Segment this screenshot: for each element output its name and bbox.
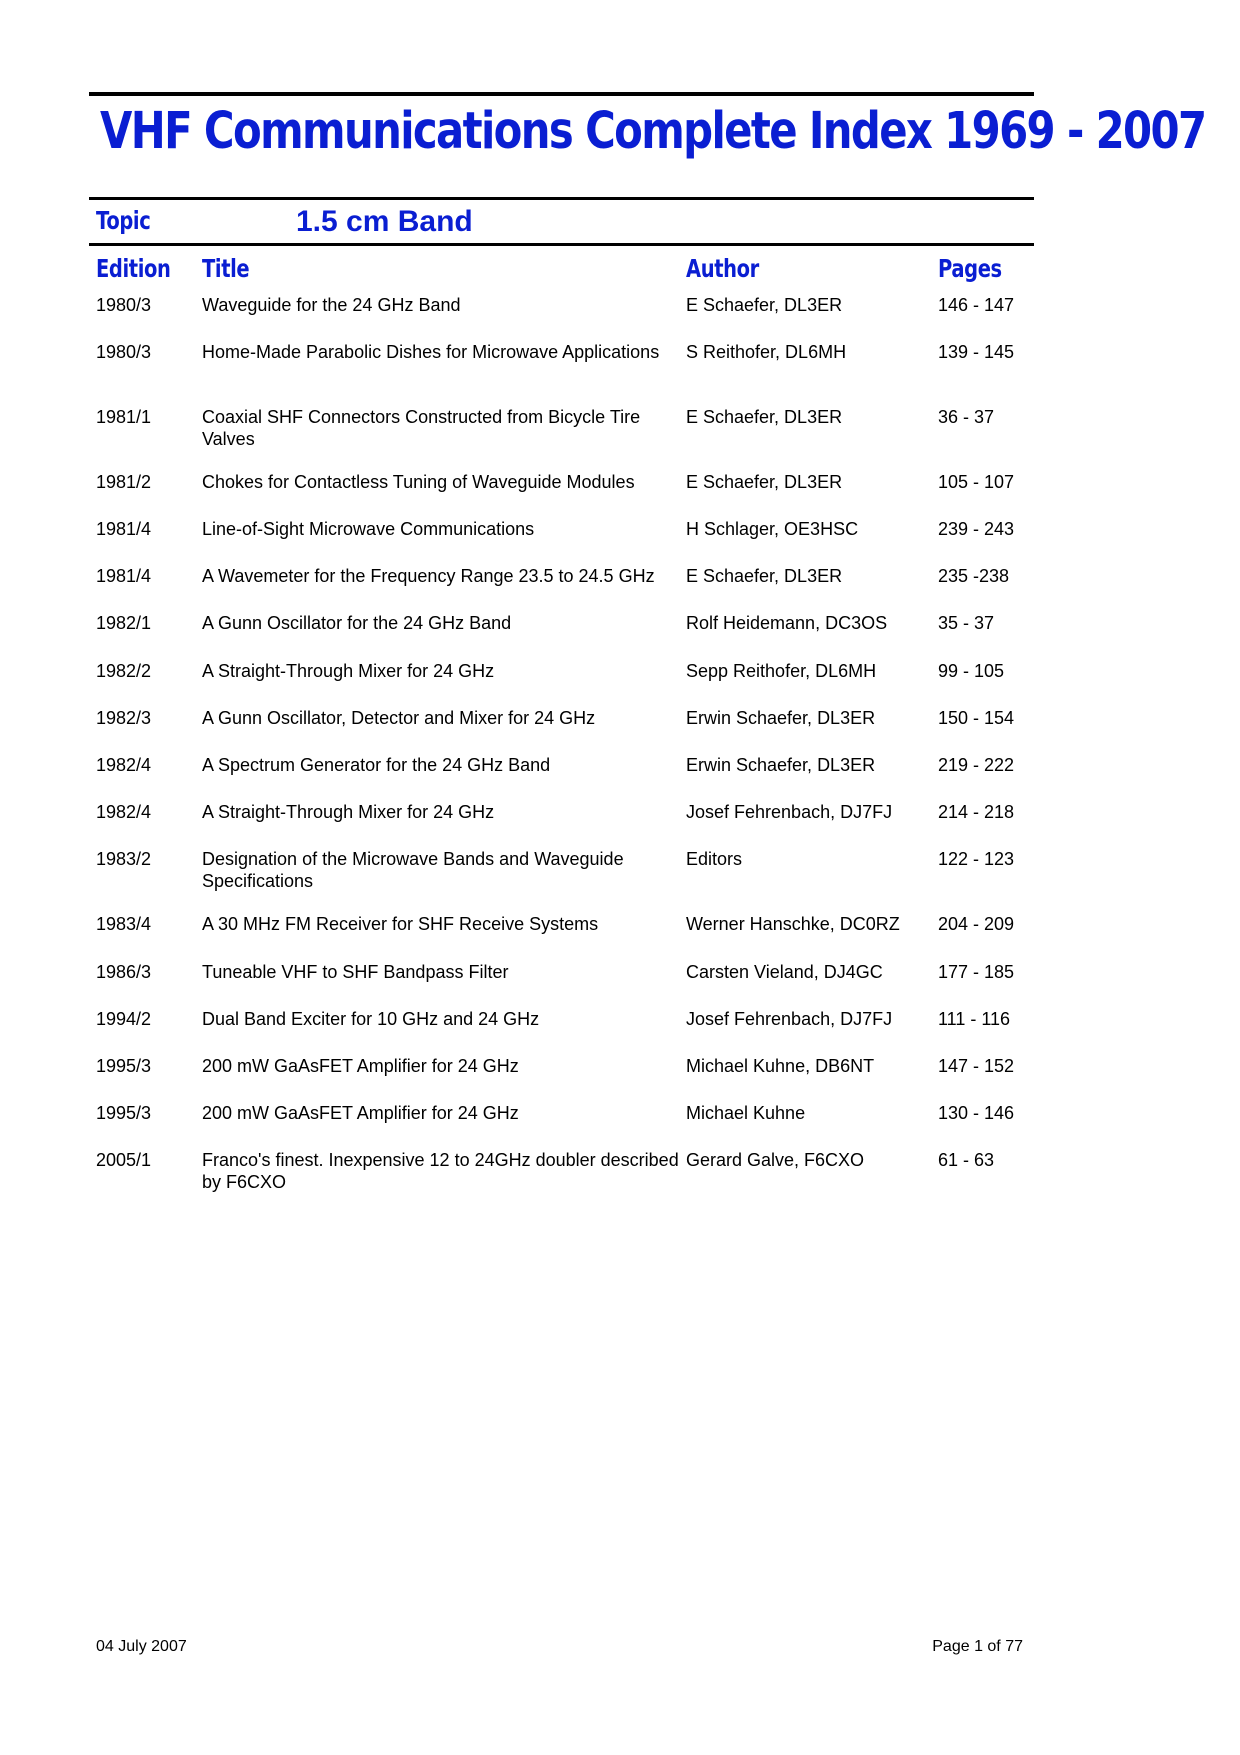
edition-cell: 1995/3 <box>96 1056 152 1076</box>
table-row <box>0 406 1240 449</box>
table-row <box>0 471 1240 511</box>
title-cell: Designation of the Microwave Bands and Waveguide Specifications <box>202 849 624 891</box>
table-row <box>0 341 1240 381</box>
pages-cell: 36 - 37 <box>938 407 995 427</box>
pages-cell: 105 - 107 <box>938 472 1015 492</box>
title-cell: A Spectrum Generator for the 24 GHz Band <box>202 755 551 775</box>
edition-cell: 1981/4 <box>96 566 152 586</box>
title-cell: A Gunn Oscillator, Detector and Mixer for 24 GHz <box>202 708 596 728</box>
title-cell: Chokes for Contactless Tuning of Waveguide Modules <box>202 472 635 492</box>
table-row <box>0 518 1240 558</box>
author-cell: E Schaefer, DL3ER <box>686 407 843 427</box>
table-row <box>0 1008 1240 1048</box>
topic-label: Topic <box>96 206 151 235</box>
author-cell: Gerard Galve, F6CXO <box>686 1150 865 1170</box>
title-cell: Franco's finest. Inexpensive 12 to 24GHz doubler described by F6CXO <box>202 1150 679 1192</box>
author-cell: H Schlager, OE3HSC <box>686 519 859 539</box>
author-cell: Sepp Reithofer, DL6MH <box>686 661 877 681</box>
title-cell: Waveguide for the 24 GHz Band <box>202 295 461 315</box>
pages-cell: 111 - 116 <box>938 1009 1011 1029</box>
pages-cell: 99 - 105 <box>938 661 1005 681</box>
title-cell: A 30 MHz FM Receiver for SHF Receive Systems <box>202 914 599 934</box>
table-row <box>0 1055 1240 1095</box>
table-row <box>0 961 1240 1001</box>
title-cell: Tuneable VHF to SHF Bandpass Filter <box>202 962 509 982</box>
document-title: VHF Communications Complete Index 1969 - 2007 <box>100 102 1206 161</box>
title-cell: A Gunn Oscillator for the 24 GHz Band <box>202 613 512 633</box>
pages-cell: 239 - 243 <box>938 519 1015 539</box>
title-cell: 200 mW GaAsFET Amplifier for 24 GHz <box>202 1103 519 1123</box>
edition-cell: 1982/3 <box>96 708 152 728</box>
edition-cell: 1980/3 <box>96 295 152 315</box>
title-cell: Dual Band Exciter for 10 GHz and 24 GHz <box>202 1009 540 1029</box>
column-header-edition: Edition <box>96 254 171 283</box>
edition-cell: 1980/3 <box>96 342 152 362</box>
title-cell: Coaxial SHF Connectors Constructed from Bicycle Tire Valves <box>202 407 641 449</box>
pages-cell: 122 - 123 <box>938 849 1015 869</box>
pages-cell: 214 - 218 <box>938 802 1015 822</box>
table-row <box>0 294 1240 334</box>
title-cell: 200 mW GaAsFET Amplifier for 24 GHz <box>202 1056 519 1076</box>
title-cell: Home-Made Parabolic Dishes for Microwave Applications <box>202 342 660 362</box>
table-row <box>0 612 1240 652</box>
table-row <box>0 707 1240 747</box>
table-row <box>0 660 1240 700</box>
edition-cell: 1982/1 <box>96 613 152 633</box>
edition-cell: 2005/1 <box>96 1150 152 1170</box>
author-cell: Carsten Vieland, DJ4GC <box>686 962 883 982</box>
author-cell: Josef Fehrenbach, DJ7FJ <box>686 1009 893 1029</box>
edition-cell: 1982/4 <box>96 802 152 822</box>
author-cell: Erwin Schaefer, DL3ER <box>686 708 876 728</box>
table-row <box>0 801 1240 841</box>
title-cell: A Wavemeter for the Frequency Range 23.5 to 24.5 GHz <box>202 566 655 586</box>
edition-cell: 1994/2 <box>96 1009 152 1029</box>
author-cell: E Schaefer, DL3ER <box>686 566 843 586</box>
footer-date: 04 July 2007 <box>96 1638 187 1655</box>
column-header-author: Author <box>686 254 759 283</box>
footer-page-number: Page 1 of 77 <box>932 1638 1023 1655</box>
pages-cell: 139 - 145 <box>938 342 1015 362</box>
author-cell: Rolf Heidemann, DC3OS <box>686 613 888 633</box>
table-row <box>0 913 1240 953</box>
pages-cell: 219 - 222 <box>938 755 1015 775</box>
table-row <box>0 1149 1240 1192</box>
pages-cell: 204 - 209 <box>938 914 1015 934</box>
table-row <box>0 565 1240 605</box>
pages-cell: 61 - 63 <box>938 1150 995 1170</box>
edition-cell: 1981/4 <box>96 519 152 539</box>
column-header-pages: Pages <box>938 254 1002 283</box>
author-cell: E Schaefer, DL3ER <box>686 472 843 492</box>
pages-cell: 147 - 152 <box>938 1056 1015 1076</box>
pages-cell: 146 - 147 <box>938 295 1015 315</box>
author-cell: Erwin Schaefer, DL3ER <box>686 755 876 775</box>
author-cell: Michael Kuhne <box>686 1103 806 1123</box>
edition-cell: 1982/4 <box>96 755 152 775</box>
table-row <box>0 754 1240 794</box>
edition-cell: 1995/3 <box>96 1103 152 1123</box>
title-cell: A Straight-Through Mixer for 24 GHz <box>202 661 495 681</box>
author-cell: Werner Hanschke, DC0RZ <box>686 914 900 934</box>
pages-cell: 130 - 146 <box>938 1103 1015 1123</box>
pages-cell: 235 -238 <box>938 566 1010 586</box>
author-cell: Michael Kuhne, DB6NT <box>686 1056 875 1076</box>
title-cell: A Straight-Through Mixer for 24 GHz <box>202 802 495 822</box>
edition-cell: 1981/1 <box>96 407 152 427</box>
edition-cell: 1982/2 <box>96 661 152 681</box>
author-cell: E Schaefer, DL3ER <box>686 295 843 315</box>
topic-value: 1.5 cm Band <box>296 205 473 238</box>
author-cell: S Reithofer, DL6MH <box>686 342 847 362</box>
pages-cell: 177 - 185 <box>938 962 1015 982</box>
edition-cell: 1983/4 <box>96 914 152 934</box>
edition-cell: 1986/3 <box>96 962 152 982</box>
edition-cell: 1983/2 <box>96 849 152 869</box>
table-row <box>0 1102 1240 1142</box>
author-cell: Editors <box>686 849 743 869</box>
table-row <box>0 848 1240 891</box>
author-cell: Josef Fehrenbach, DJ7FJ <box>686 802 893 822</box>
title-cell: Line-of-Sight Microwave Communications <box>202 519 535 539</box>
column-header-title: Title <box>202 254 250 283</box>
edition-cell: 1981/2 <box>96 472 152 492</box>
pages-cell: 35 - 37 <box>938 613 995 633</box>
pages-cell: 150 - 154 <box>938 708 1015 728</box>
